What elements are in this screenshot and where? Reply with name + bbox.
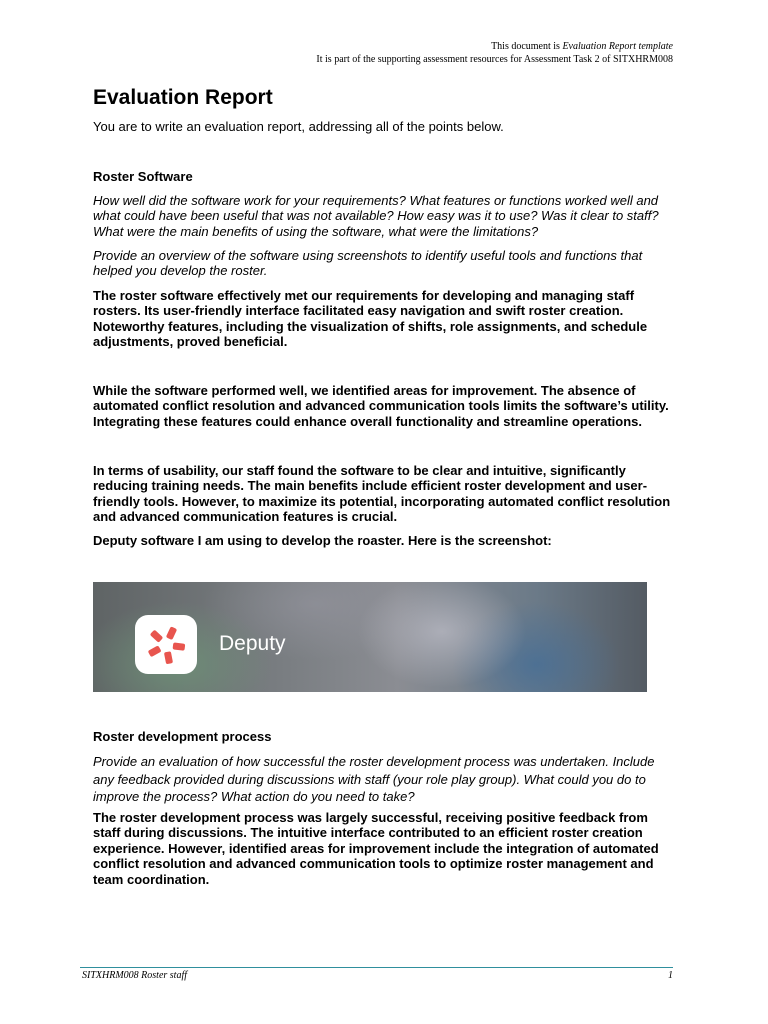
section-heading-roster-software: Roster Software: [93, 169, 193, 184]
header-line-1: [316, 40, 673, 53]
question-text: How well did the software work for your requirements? What features or functions worked well and what could have been useful that was not available? How easy was it to use? Was it clear to staff? What were the main benefits of using the software, what were the limitations?: [93, 193, 659, 239]
section1-answer-1: [93, 288, 673, 350]
footer-divider: [80, 967, 673, 968]
deputy-app-name: Deputy: [219, 632, 286, 655]
question-text: Provide an overview of the software using screenshots to identify useful tools and functions that helped you develop the roster.: [93, 248, 643, 279]
section-roster-software: [93, 169, 673, 184]
section1-answer-4: [93, 533, 673, 548]
section-roster-development: [93, 729, 673, 744]
section1-question-1: [93, 193, 673, 239]
deputy-logo-icon: [144, 623, 188, 667]
header-line-2: It is part of the supporting assessment resources for Assessment Task 2 of SITXHRM008: [316, 54, 673, 65]
section-heading-roster-development: Roster development process: [93, 729, 272, 744]
answer-text: While the software performed well, we identified areas for improvement. The absence of automated conflict resolution and advanced communication tools limits the software’s utility. Integrating these features could enhance overall functionality and streamline operations.: [93, 383, 669, 429]
footer-document-code: SITXHRM008 Roster staff: [82, 970, 187, 981]
answer-text: Deputy software I am using to develop the roaster. Here is the screenshot:: [93, 533, 552, 548]
deputy-app-icon: [135, 615, 197, 674]
footer-page-number: 1: [668, 970, 673, 981]
section1-answer-2: [93, 383, 673, 429]
intro-text: You are to write an evaluation report, addressing all of the points below.: [93, 119, 504, 134]
section1-question-2: [93, 248, 673, 279]
answer-text: The roster development process was largely successful, receiving positive feedback from staff during discussions. The intuitive interface contributed to an efficient roster creation experience. However, identified areas for improvement include the integration of automated conflict resolution and advanced communication tools to optimize roster management and team coordination.: [93, 810, 659, 887]
document-header: [316, 40, 673, 66]
page-title: Evaluation Report: [93, 86, 273, 109]
question-text: Provide an evaluation of how successful the roster development process was undertaken. Include any feedback provided during discussions with staff (your role play group). What could you do to improve the process? What action do you need to take?: [93, 754, 655, 804]
answer-text: The roster software effectively met our requirements for developing and managing staff rosters. Its user-friendly interface facilitated easy navigation and swift roster creation. Noteworthy features, including the visualization of shifts, role assignments, and schedule adjustments, proved beneficial.: [93, 288, 648, 350]
section2-question: [93, 753, 673, 806]
section1-answer-3: [93, 463, 673, 525]
header-line-1-prefix: This document is: [491, 41, 563, 52]
header-template-name: Evaluation Report template: [562, 41, 673, 52]
answer-text: In terms of usability, our staff found the software to be clear and intuitive, significantly reducing training needs. The main benefits include efficient roster development and user-friendly tools. However, to maximize its potential, incorporating automated conflict resolution and advanced communication features is crucial.: [93, 463, 671, 525]
section2-answer: [93, 810, 673, 887]
deputy-screenshot: [93, 582, 647, 692]
